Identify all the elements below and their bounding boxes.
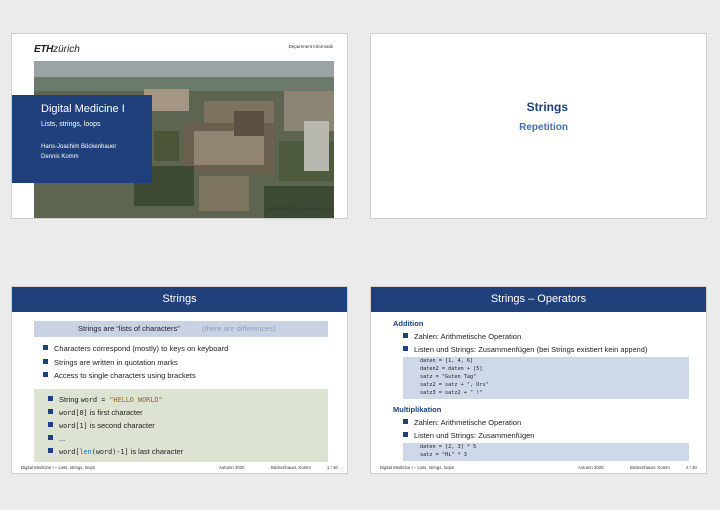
- slide-footer: [12, 462, 347, 473]
- presentation-title: Digital Medicine I: [41, 103, 125, 115]
- example-line: String word = "HELLO WORLD": [48, 395, 163, 404]
- section-slide[interactable]: [370, 33, 707, 219]
- footer-authors: Böckenhauer, Komm: [271, 465, 311, 470]
- code-line: satz2 = satz + ", Urs": [420, 382, 489, 388]
- bullet-item: Listen und Strings: Zusammenfügen (bei Strings existiert kein append): [403, 345, 647, 354]
- definition-note: (there are differences): [202, 324, 276, 333]
- page-number: 2 / 40: [686, 465, 697, 470]
- code-block-addition: [403, 357, 689, 399]
- bullet-icon: [43, 359, 48, 364]
- bullet-icon: [403, 333, 408, 338]
- bullet-icon: [48, 435, 53, 440]
- bullet-icon: [48, 396, 53, 401]
- footer-title: Digital Medicine I – Lists, strings, loops: [380, 465, 455, 470]
- bullet-item: Zahlen: Arithmetische Operation: [403, 418, 521, 427]
- bullet-item: Listen und Strings: Zusammenfügen: [403, 431, 534, 440]
- bullet-icon: [403, 432, 408, 437]
- department-label: Department Informatik: [288, 44, 333, 49]
- author-2: Dennis Komm: [41, 154, 79, 160]
- section-subtitle: Repetition: [519, 122, 568, 133]
- code-block-multiplication: [403, 443, 689, 461]
- author-1: Hans-Joachim Böckenhauer: [41, 144, 117, 150]
- eth-logo: ETHzürich: [34, 44, 80, 55]
- title-box: [12, 95, 152, 183]
- example-line: word[0] is first character: [48, 408, 143, 417]
- section-title: Strings: [526, 100, 568, 114]
- example-line: word[1] is second character: [48, 421, 155, 430]
- bullet-icon: [48, 409, 53, 414]
- example-line: word[len(word)-1] is last character: [48, 447, 183, 456]
- bullet-item: Zahlen: Arithmetische Operation: [403, 332, 521, 341]
- presentation-subtitle: Lists, strings, loops: [41, 121, 101, 128]
- bullet-icon: [48, 422, 53, 427]
- bullet-icon: [403, 419, 408, 424]
- definition-text: Strings are “lists of characters”: [78, 324, 180, 333]
- definition-block: [34, 321, 328, 337]
- bullet-item: Access to single characters using brackets: [43, 371, 196, 380]
- code-line: satz = "Hi" * 3: [420, 452, 467, 458]
- strings-slide[interactable]: [11, 286, 348, 474]
- bullet-icon: [43, 345, 48, 350]
- slide-header: Strings: [12, 287, 347, 312]
- bullet-item: Strings are written in quotation marks: [43, 358, 178, 367]
- example-block: [34, 389, 328, 462]
- footer-title: Digital Medicine I – Lists, strings, loops: [21, 465, 96, 470]
- footer-term: Autumn 2020: [578, 465, 604, 470]
- footer-authors: Böckenhauer, Komm: [630, 465, 670, 470]
- bullet-icon: [403, 346, 408, 351]
- code-line: satz = "Guten Tag": [420, 374, 477, 380]
- addition-title: Addition: [393, 319, 424, 328]
- code-line: daten = [1, 4, 6]: [420, 358, 474, 364]
- example-line: ...: [48, 434, 65, 443]
- code-line: daten = [2, 3] * 5: [420, 444, 477, 450]
- footer-term: Autumn 2020: [219, 465, 245, 470]
- slide-header: Strings – Operators: [371, 287, 706, 312]
- presentation-date: Autumn 2020 – October 15, 2020: [266, 206, 333, 211]
- title-slide[interactable]: [11, 33, 348, 219]
- operators-slide[interactable]: [370, 286, 707, 474]
- code-line: daten2 = daten + [5]: [420, 366, 483, 372]
- bullet-icon: [48, 448, 53, 453]
- page-number: 1 / 40: [327, 465, 338, 470]
- multiplication-title: Multiplikation: [393, 405, 442, 414]
- bullet-icon: [43, 372, 48, 377]
- code-line: satz3 = satz2 + " !": [420, 390, 483, 396]
- bullet-item: Characters correspond (mostly) to keys on keyboard: [43, 344, 228, 353]
- slide-footer: [371, 462, 706, 473]
